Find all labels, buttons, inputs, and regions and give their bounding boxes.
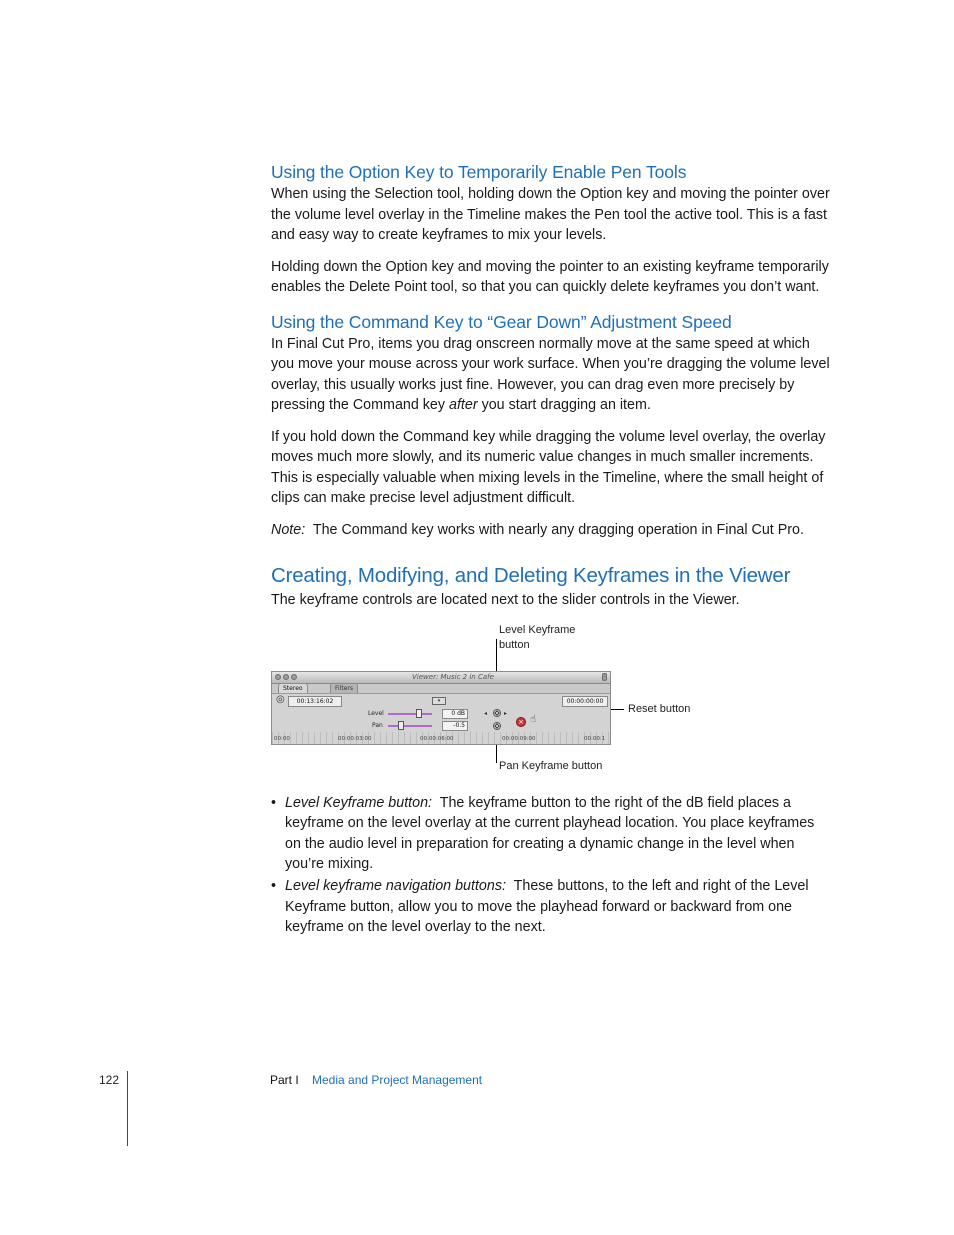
pan-slider-track[interactable] <box>388 725 432 727</box>
toolbar-toggle-icon[interactable] <box>602 673 607 681</box>
tab-filters[interactable]: Filters <box>330 683 358 694</box>
level-field[interactable]: 0 dB <box>442 709 468 719</box>
level-slider-track[interactable] <box>388 713 432 715</box>
paragraph: Holding down the Option key and moving the pointer to an existing keyframe temporarily enables the Delete Point tool, so that you can quickly delete keyframes you don’t want. <box>271 258 829 295</box>
page-content <box>271 160 831 938</box>
viewer-figure <box>271 623 831 793</box>
ruler-tick-label: 00:00:06:00 <box>420 735 454 742</box>
viewer-window <box>271 671 611 745</box>
minimize-icon[interactable] <box>283 674 289 680</box>
callout-label-reset: Reset button <box>628 702 691 715</box>
note-label: Note: <box>271 521 306 538</box>
pan-keyframe-button[interactable] <box>493 722 501 730</box>
paragraph: The keyframe controls are located next to the slider controls in the Viewer. <box>271 592 740 608</box>
list-item: • Level keyframe navigation buttons: These buttons, to the left and right of the Level Keyframe button, allow you to move the playhead forward or backward from one keyframe on the level overlay to the next. <box>271 878 809 935</box>
paragraph: If you hold down the Command key while dragging the volume level overlay, the overlay moves much more slowly, and its numeric value changes in much smaller increments. This is especially valuable when mixing levels in the Timeline, where the small height of clips can make precise level adjustment difficult. <box>271 428 826 506</box>
tab-stereo[interactable]: Stereo <box>278 683 308 694</box>
zoom-icon[interactable] <box>291 674 297 680</box>
section-heading-keyframes-viewer: Creating, Modifying, and Deleting Keyframes in the Viewer <box>271 564 791 587</box>
list-item: • Level Keyframe button: The keyframe button to the right of the dB field places a keyframe on the level overlay at the current playhead location. You place keyframes on the audio level in preparation for creating a dynamic change in the level when you’re mixing. <box>271 794 815 872</box>
hand-cursor-icon[interactable]: ☝ <box>530 713 537 725</box>
footer-divider <box>127 1071 128 1146</box>
pan-label: Pan <box>372 721 383 729</box>
part-label: Part I <box>270 1073 299 1087</box>
reset-button[interactable]: × <box>516 717 526 727</box>
emphasis: after <box>449 397 478 413</box>
bullet-list <box>271 793 831 938</box>
page-number: 122 <box>99 1073 120 1087</box>
section-heading-command-key: Using the Command Key to “Gear Down” Adjustment Speed <box>271 311 732 332</box>
mark-icon[interactable]: ▾ <box>432 697 446 705</box>
audio-controls-panel <box>272 693 610 745</box>
callout-label-pan-keyframe: Pan Keyframe button <box>499 759 603 772</box>
paragraph: In Final Cut Pro, items you drag onscreen normally move at the same speed at which you move your mouse across your work surface. When you’re dragging the volume level overlay, this usually works just fine. However, you can drag even more precisely by pressing the Command key after you start dragging an item. <box>271 335 830 413</box>
prev-keyframe-icon[interactable]: ◂ <box>484 709 488 717</box>
timeline-ruler[interactable] <box>272 732 610 745</box>
timecode-current[interactable]: 00:00:00:00 <box>562 696 608 707</box>
level-keyframe-button[interactable] <box>493 709 501 717</box>
note: Note: The Command key works with nearly any dragging operation in Final Cut Pro. <box>271 521 804 538</box>
timecode-duration[interactable]: 00:13:16:02 <box>288 696 342 707</box>
part-title[interactable]: Media and Project Management <box>312 1073 483 1087</box>
callout-label-level-keyframe: Level Keyframe button <box>499 623 576 651</box>
level-label: Level <box>368 709 384 717</box>
pan-slider-knob[interactable] <box>398 721 404 730</box>
pan-field[interactable]: -0.5 <box>442 721 468 731</box>
next-keyframe-icon[interactable]: ▸ <box>504 709 508 717</box>
ruler-tick-label: 00:00 <box>274 735 290 742</box>
title-bar[interactable] <box>272 672 610 684</box>
drag-hand-icon[interactable]: ◎ <box>276 693 285 705</box>
paragraph: When using the Selection tool, holding down the Option key and moving the pointer over the volume level overlay in the Timeline makes the Pen tool the active tool. This is a fast and easy way to create keyframes to mix your levels. <box>271 186 830 243</box>
close-icon[interactable] <box>275 674 281 680</box>
level-slider-knob[interactable] <box>416 709 422 718</box>
section-heading-option-key: Using the Option Key to Temporarily Enable Pen Tools <box>271 162 687 182</box>
window-title: Viewer: Music 2 in Cafe <box>412 672 494 681</box>
ruler-tick-label: 00:00:09:00 <box>502 735 536 742</box>
ruler-tick-label: 00:00:1 <box>584 735 606 742</box>
ruler-tick-label: 00:00:03:00 <box>338 735 372 742</box>
